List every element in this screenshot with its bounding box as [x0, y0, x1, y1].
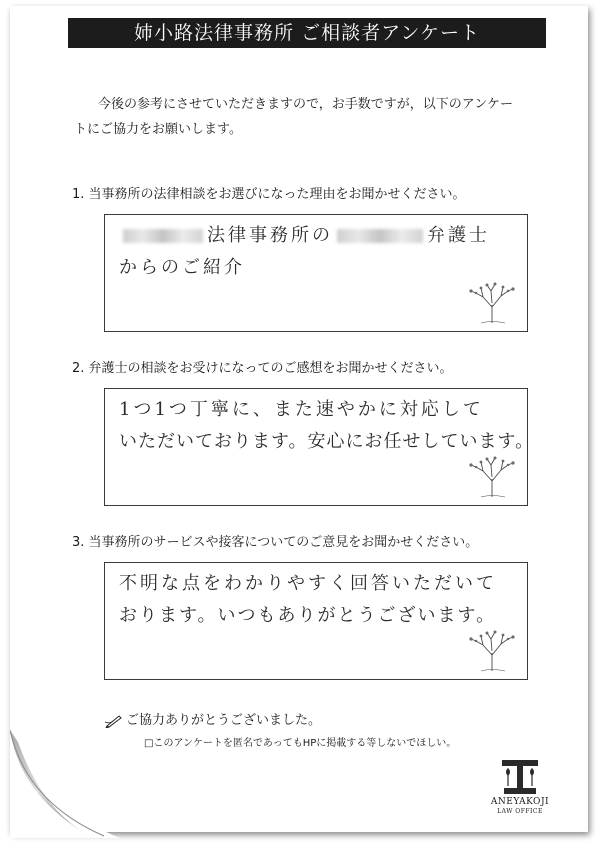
question-3-label: 3. 当事務所のサービスや接客についてのご意見をお聞かせください。	[72, 535, 479, 550]
answer-1-segment-1: 法律事務所の	[207, 225, 333, 246]
answer-2-line-2: いただいております。安心にお任せしています。	[119, 431, 535, 452]
answer-3-line-2: おります。いつもありがとうございます。	[119, 605, 497, 626]
answer-box-1	[104, 214, 528, 332]
redacted-name	[123, 229, 203, 243]
answer-1-line-1	[119, 221, 490, 251]
answer-3-line-1: 不明な点をわかりやすく回答いただいて	[119, 573, 497, 594]
logo-name: ANEYAKOJI	[490, 797, 550, 807]
question-2-label: 2. 弁護士の相談をお受けになってのご感想をお聞かせください。	[72, 361, 453, 376]
answer-1-segment-2: 弁護士	[427, 225, 490, 246]
tree-icon	[463, 277, 521, 325]
law-office-logo-icon	[496, 758, 544, 796]
answer-box-2	[104, 388, 535, 506]
intro-line-1: 今後の参考にさせていただきますので，お手数ですが，以下のアンケー	[98, 97, 513, 112]
redacted-name	[337, 229, 423, 243]
answer-2-line-1: 1つ1つ丁寧に、また速やかに対応して	[119, 399, 484, 420]
tree-icon	[463, 451, 521, 499]
answer-1-line-2: からのご紹介	[119, 257, 245, 278]
law-office-logo	[482, 758, 558, 824]
logo-subtitle: LAW OFFICE	[497, 808, 543, 815]
tree-icon	[463, 625, 521, 673]
page-title: 姉小路法律事務所 ご相談者アンケート	[68, 18, 546, 48]
pencil-icon	[104, 714, 124, 728]
thanks-message	[104, 712, 321, 730]
intro-text	[74, 92, 554, 142]
thanks-text: ご協力ありがとうございました。	[126, 713, 322, 728]
anonymity-note: □このアンケートを匿名であってもHPに掲載する等しないでほしい。	[144, 738, 457, 749]
question-1-label: 1. 当事務所の法律相談をお選びになった理由をお聞かせください。	[72, 187, 466, 202]
answer-box-3	[104, 562, 528, 680]
intro-line-2: トにご協力をお願いします。	[74, 122, 242, 137]
